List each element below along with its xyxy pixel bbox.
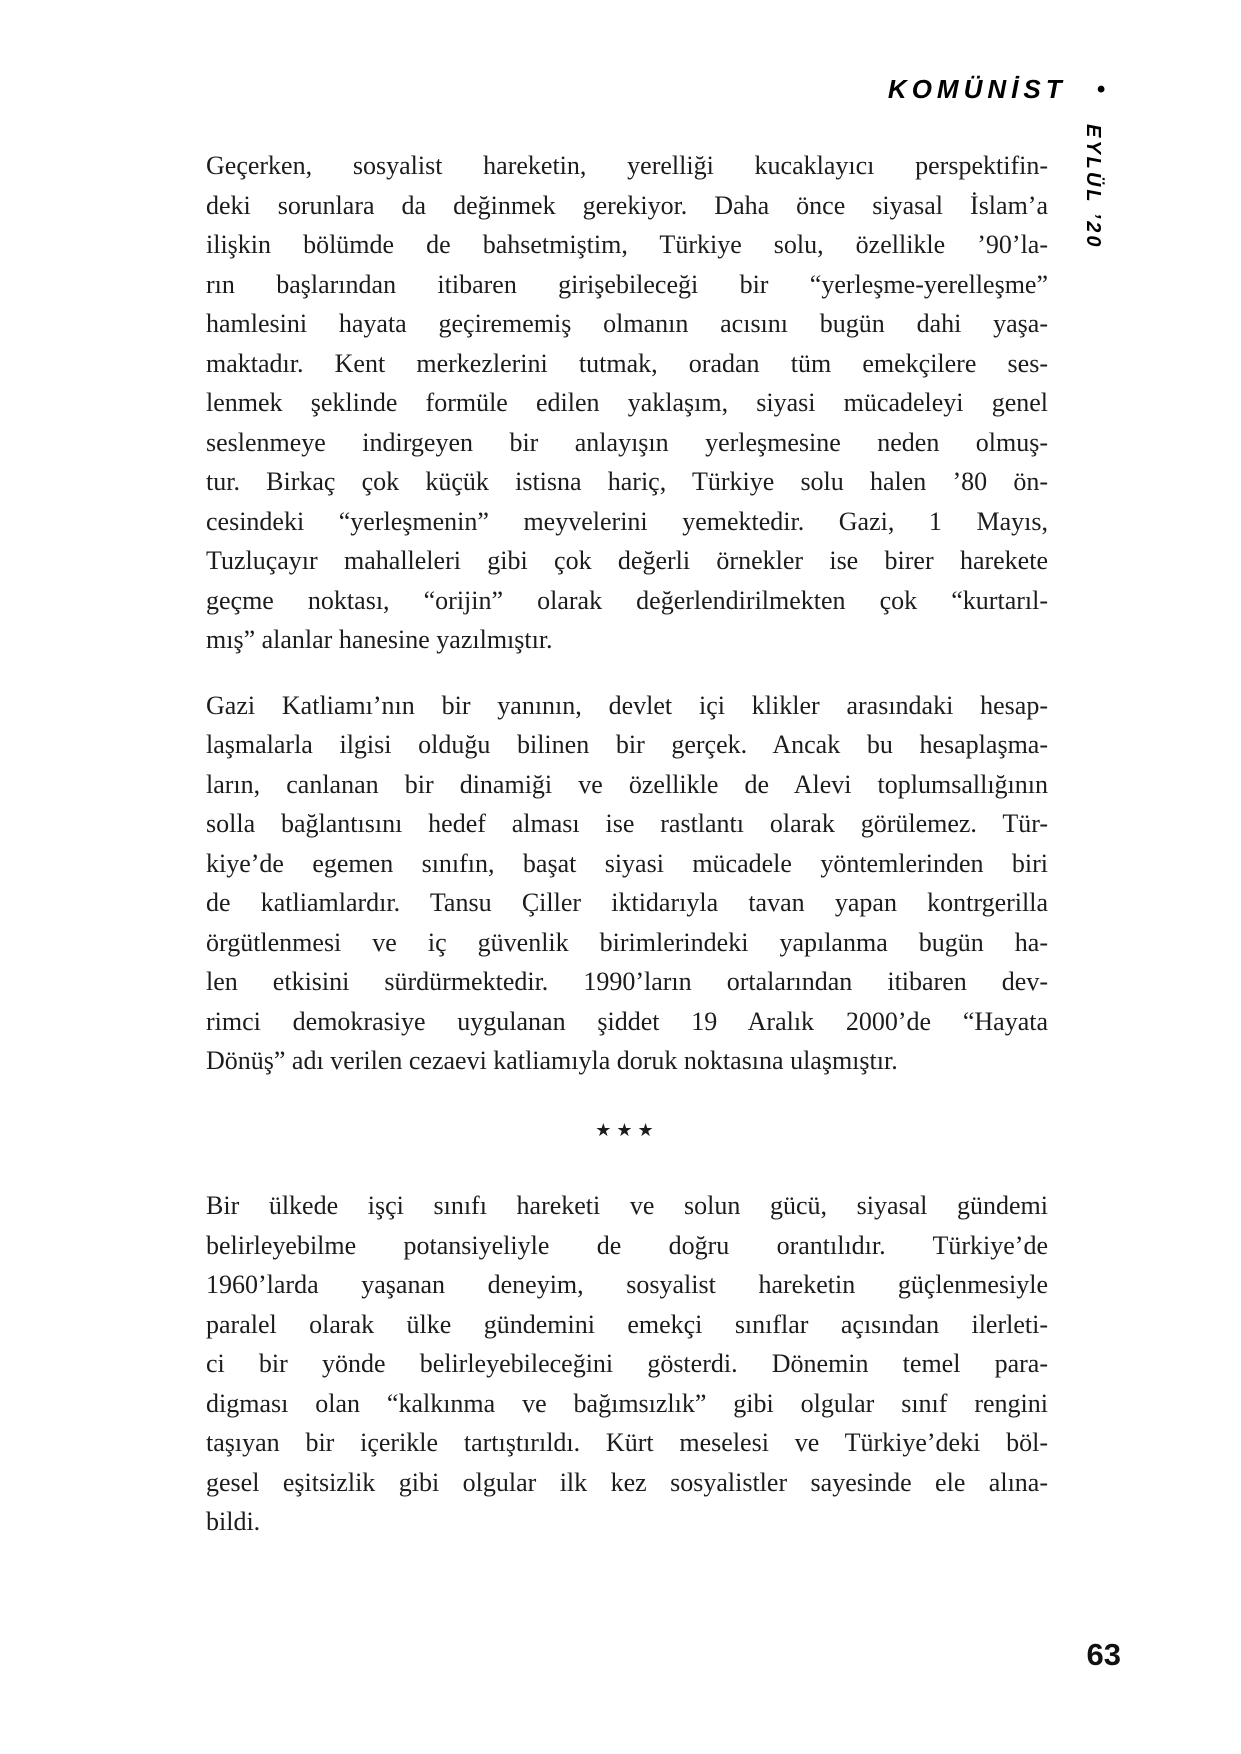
paragraph — [206, 686, 1048, 1081]
text-line: 1960’larda yaşanan deneyim, sosyalist hareketin güçlenmesiyle — [206, 1270, 1048, 1299]
text-line: ci bir yönde belirleyebileceğini gösterdi. Dönemin temel para- — [206, 1349, 1048, 1378]
text-line: hamlesini hayata geçirememiş olmanın acısını bugün dahi yaşa- — [206, 309, 1048, 338]
text-line: Tuzluçayır mahalleleri gibi çok değerli örnekler ise birer harekete — [206, 546, 1048, 575]
text-line: örgütlenmesi ve iç güvenlik birimlerindeki yapılanma bugün ha- — [206, 927, 1048, 957]
text-line: taşıyan bir içerikle tartıştırıldı. Kürt meselesi ve Türkiye’deki böl- — [206, 1428, 1048, 1457]
article-body — [206, 146, 1048, 1568]
text-line: Geçerken, sosyalist hareketin, yerelliği kucaklayıcı perspektifin- — [206, 151, 1048, 180]
text-line: geçme noktası, “orijin” olarak değerlendirilmekten çok “kurtarıl- — [206, 585, 1048, 615]
text-line: Dönüş” adı verilen cezaevi katliamıyla doruk noktasına ulaşmıştır. — [206, 1046, 898, 1075]
paragraph — [206, 146, 1048, 660]
text-line: len etkisini sürdürmektedir. 1990’ların ortalarından itibaren dev- — [206, 967, 1048, 996]
text-line: Gazi Katliamı’nın bir yanının, devlet içi klikler arasındaki hesap- — [206, 690, 1048, 720]
text-line: ilişkin bölümde de bahsetmiştim, Türkiye solu, özellikle ’90’la- — [206, 230, 1048, 259]
text-line: Bir ülkede işçi sınıfı hareketi ve solun gücü, siyasal gündemi — [206, 1191, 1048, 1220]
text-line: seslenmeye indirgeyen bir anlayışın yerleşmesine neden olmuş- — [206, 427, 1048, 457]
issue-label: EYLÜL ’20 — [1082, 124, 1104, 250]
bullet-icon: • — [1096, 75, 1105, 103]
text-line: deki sorunlara da değinmek gerekiyor. Daha önce siyasal İslam’a — [206, 190, 1048, 220]
text-line: paralel olarak ülke gündemini emekçi sınıflar açısından ilerleti- — [206, 1309, 1048, 1339]
text-line: digması olan “kalkınma ve bağımsızlık” gibi olgular sınıf rengini — [206, 1388, 1048, 1418]
text-line: solla bağlantısını hedef alması ise rastlantı olarak görülemez. Tür- — [206, 809, 1048, 838]
journal-title: KOMÜNİST — [887, 74, 1067, 104]
page-number: 63 — [1086, 1637, 1121, 1672]
text-line: laşmalarla ilgisi olduğu bilinen bir gerçek. Ancak bu hesaplaşma- — [206, 730, 1048, 759]
text-line: belirleyebilme potansiyeliyle de doğru orantılıdır. Türkiye’de — [206, 1230, 1048, 1260]
text-line: maktadır. Kent merkezlerini tutmak, oradan tüm emekçilere ses- — [206, 348, 1048, 378]
text-line: bildi. — [206, 1507, 261, 1536]
text-line: rın başlarından itibaren girişebileceği bir “yerleşme-yerelleşme” — [206, 269, 1048, 299]
text-line: kiye’de egemen sınıfın, başat siyasi mücadele yöntemlerinden biri — [206, 848, 1048, 878]
paragraph — [206, 1186, 1048, 1542]
masthead — [888, 74, 1105, 105]
text-line: gesel eşitsizlik gibi olgular ilk kez sosyalistler sayesinde ele alına- — [206, 1467, 1048, 1497]
text-line: mış” alanlar hanesine yazılmıştır. — [206, 625, 553, 654]
text-line: ların, canlanan bir dinamiği ve özellikle de Alevi toplumsallığının — [206, 769, 1048, 799]
section-divider-stars: ★★★ — [595, 1119, 659, 1140]
text-line: tur. Birkaç çok küçük istisna hariç, Türkiye solu halen ’80 ön- — [206, 467, 1048, 496]
text-line: lenmek şeklinde formüle edilen yaklaşım, siyasi mücadeleyi genel — [206, 388, 1048, 417]
text-line: de katliamlardır. Tansu Çiller iktidarıyla tavan yapan kontrgerilla — [206, 888, 1048, 917]
text-line: cesindeki “yerleşmenin” meyvelerini yemektedir. Gazi, 1 Mayıs, — [206, 506, 1048, 536]
text-line: rimci demokrasiye uygulanan şiddet 19 Aralık 2000’de “Hayata — [206, 1006, 1048, 1036]
